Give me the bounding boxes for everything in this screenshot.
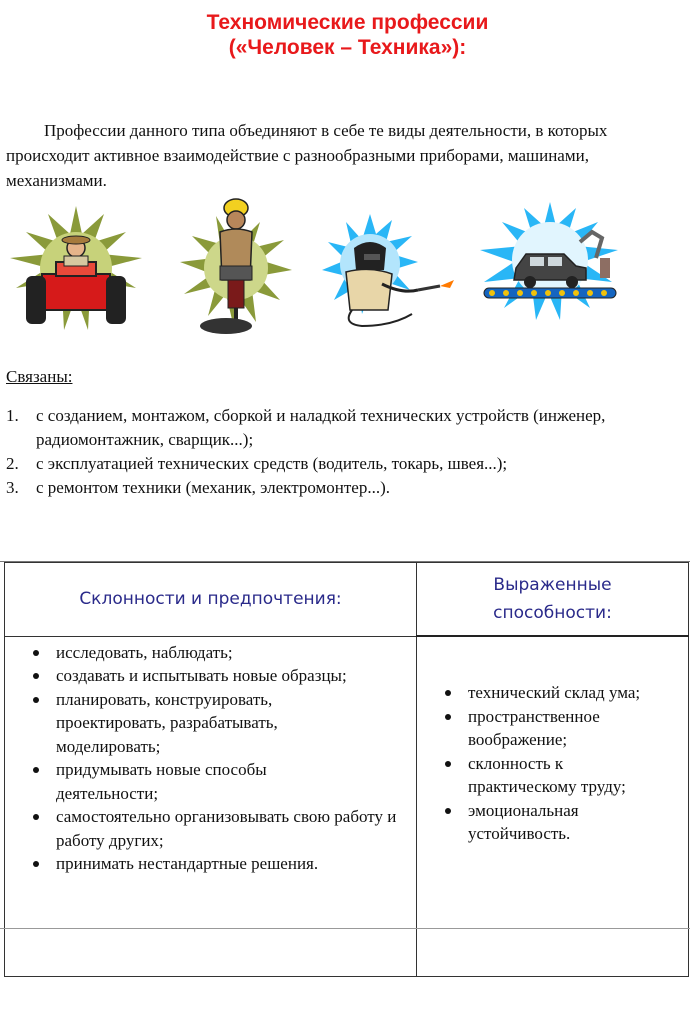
list-item	[6, 476, 686, 500]
bottom-divider	[0, 928, 690, 929]
item-text: с ремонтом техники (механик, электромонтер...).	[36, 478, 391, 497]
inclinations-list	[6, 641, 415, 876]
inclinations-cell	[5, 636, 417, 977]
related-list	[6, 404, 686, 500]
welder-icon	[322, 214, 462, 329]
item-text: с эксплуатацией технических средств (водитель, токарь, швея...);	[36, 454, 508, 473]
illustrations-row	[0, 196, 695, 346]
jackhammer-worker-icon	[176, 196, 296, 341]
item-number: 2.	[6, 454, 19, 473]
abilities-list	[418, 681, 687, 846]
list-item: самостоятельно организовывать свою работу и работу других;	[6, 805, 415, 852]
tractor-driver-icon	[6, 206, 146, 336]
intro-paragraph: Профессии данного типа объединяют в себе те виды деятельности, в которых происходит активное взаимодействие с разнообразными приборами, машинами, механизмами.	[6, 121, 608, 190]
inclinations-header: Склонности и предпочтения:	[5, 563, 417, 637]
list-item: принимать нестандартные решения.	[6, 852, 415, 876]
item-number: 1.	[6, 406, 19, 425]
list-item	[6, 452, 686, 476]
list-item: исследовать, наблюдать;	[6, 641, 415, 665]
title-line-1: Техномические профессии	[206, 11, 489, 34]
list-item: склонность к практическому труду;	[418, 752, 687, 799]
item-text: с созданием, монтажом, сборкой и наладкой технических устройств (инженер, радиомонтажник, сварщик...);	[36, 406, 606, 449]
title-line-2: («Человек – Техника»):	[228, 36, 467, 59]
list-item: эмоциональная устойчивость.	[418, 799, 687, 846]
skills-table	[4, 562, 689, 977]
related-heading: Связаны:	[6, 367, 73, 386]
abilities-cell	[417, 636, 689, 977]
list-item: пространственное воображение;	[418, 705, 687, 752]
list-item: технический склад ума;	[418, 681, 687, 705]
abilities-header: Выраженные способности:	[417, 563, 689, 637]
car-assembly-line-icon	[480, 202, 620, 322]
list-item	[6, 404, 686, 452]
item-number: 3.	[6, 478, 19, 497]
list-item: создавать и испытывать новые образцы;	[6, 664, 415, 688]
list-item: планировать, конструировать, проектировать, разрабатывать, моделировать;	[6, 688, 415, 759]
page-title	[0, 10, 695, 60]
list-item: придумывать новые способы деятельности;	[6, 758, 415, 805]
